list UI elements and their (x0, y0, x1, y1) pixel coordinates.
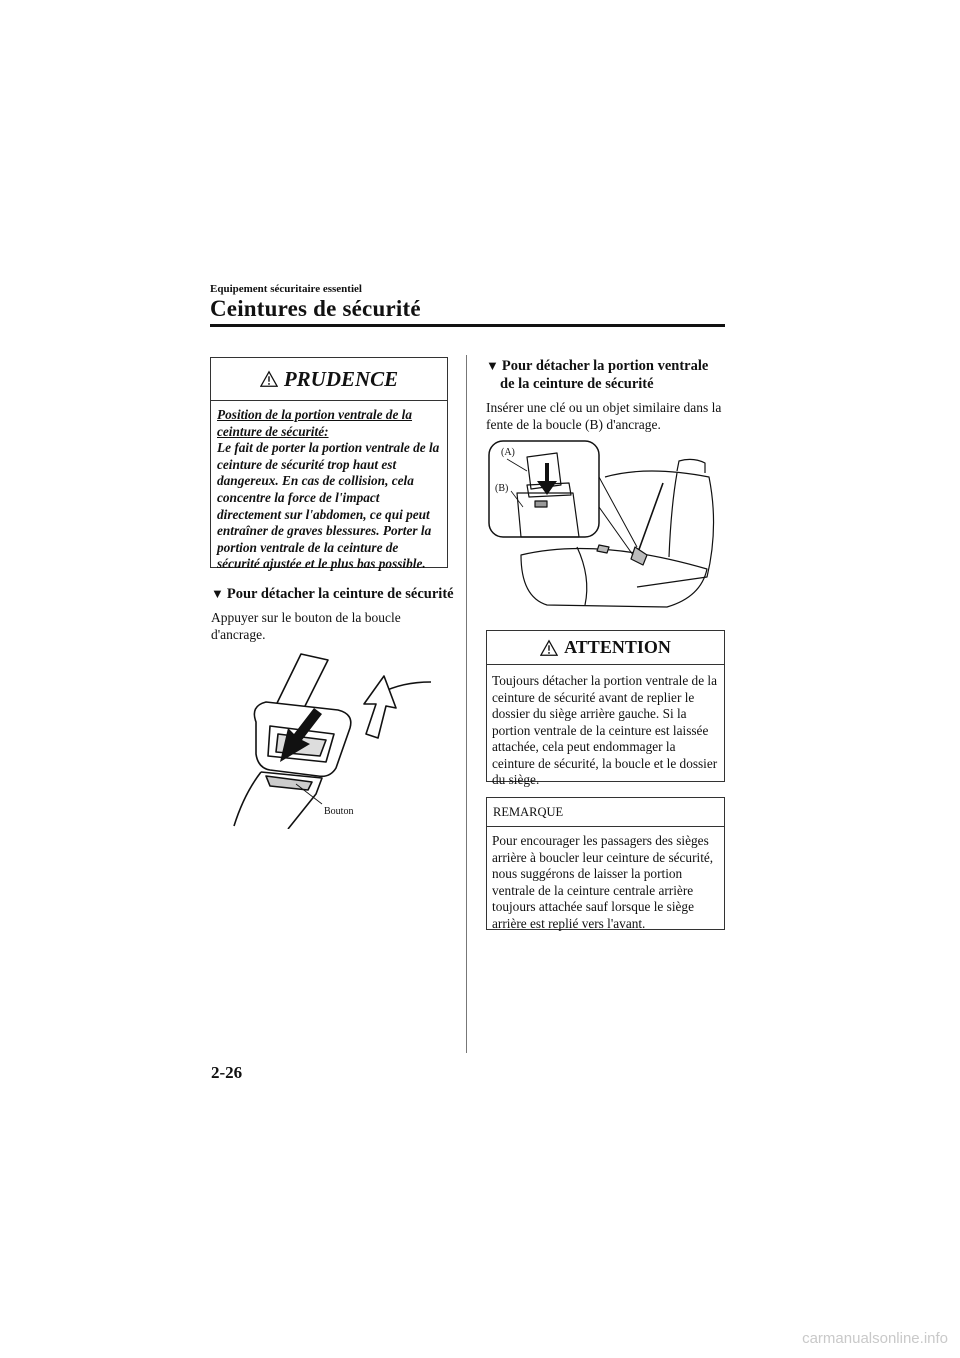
right-section-text: Insérer une clé ou un objet similaire dans la fente de la boucle (B) d'ancrage. (486, 400, 722, 432)
right-heading-line2: de la ceinture de sécurité (500, 376, 654, 392)
warning-triangle-icon (260, 370, 278, 388)
attention-box (486, 630, 725, 787)
page-number: 2-26 (211, 1063, 243, 1082)
prudence-header (211, 358, 447, 401)
prudence-warning-box (210, 357, 448, 572)
attention-title: ATTENTION (564, 637, 671, 657)
figure-label-bouton: Bouton (324, 806, 354, 817)
prudence-body (211, 401, 447, 573)
warning-triangle-icon (540, 639, 558, 657)
figure-label-b: (B) (495, 483, 509, 494)
page-title: Ceintures de sécurité (210, 296, 421, 321)
prudence-text: Le fait de porter la portion ventrale de la ceinture de sécurité trop haut est dangereux. En cas de collision, cela concentre la force de l'impact directement sur l'abdomen, ce qui peut entraîner de graves blessures. Porter la portion ventrale de la ceinture de sécurité ajustée et le plus bas possible. (217, 440, 440, 572)
triangle-marker-icon: ▼ (211, 586, 224, 601)
remarque-title: REMARQUE (487, 798, 724, 827)
attention-text: Toujours détacher la portion ventrale de la ceinture de sécurité avant de replier le dossier du siège arrière gauche. Si la portion ventrale de la ceinture est laissée attachée, cela peut endommager la ceinture de sécurité, la boucle et le dossier du siège. (492, 673, 718, 787)
attention-header (487, 631, 724, 665)
rear-seat-buckle-illustration (487, 437, 725, 614)
watermark: carmanualsonline.info (802, 1330, 948, 1347)
buckle-button-illustration (226, 644, 446, 829)
remarque-box (486, 797, 725, 930)
triangle-marker-icon: ▼ (486, 358, 499, 373)
left-section-heading (211, 585, 454, 603)
column-divider (466, 355, 467, 1053)
prudence-lead: Position de la portion ventrale de la ceinture de sécurité: (217, 407, 413, 439)
section-label: Equipement sécuritaire essentiel (210, 283, 362, 295)
remarque-text: Pour encourager les passagers des sièges arrière à boucler leur ceinture de sécurité, nous suggérons de laisser la portion ventrale de la ceinture centrale arrière toujours attachée sauf lorsque le siège arrière est replié vers l'avant. (492, 833, 714, 931)
left-section-text: Appuyer sur le bouton de la boucle d'ancrage. (211, 610, 401, 642)
prudence-title: PRUDENCE (283, 367, 399, 391)
right-heading-line1: Pour détacher la portion ventrale (501, 358, 709, 374)
figure-label-a: (A) (501, 447, 515, 458)
right-section-heading (486, 357, 731, 393)
left-heading-text: Pour détacher la ceinture de sécurité (226, 586, 454, 602)
header-rule (210, 324, 725, 327)
